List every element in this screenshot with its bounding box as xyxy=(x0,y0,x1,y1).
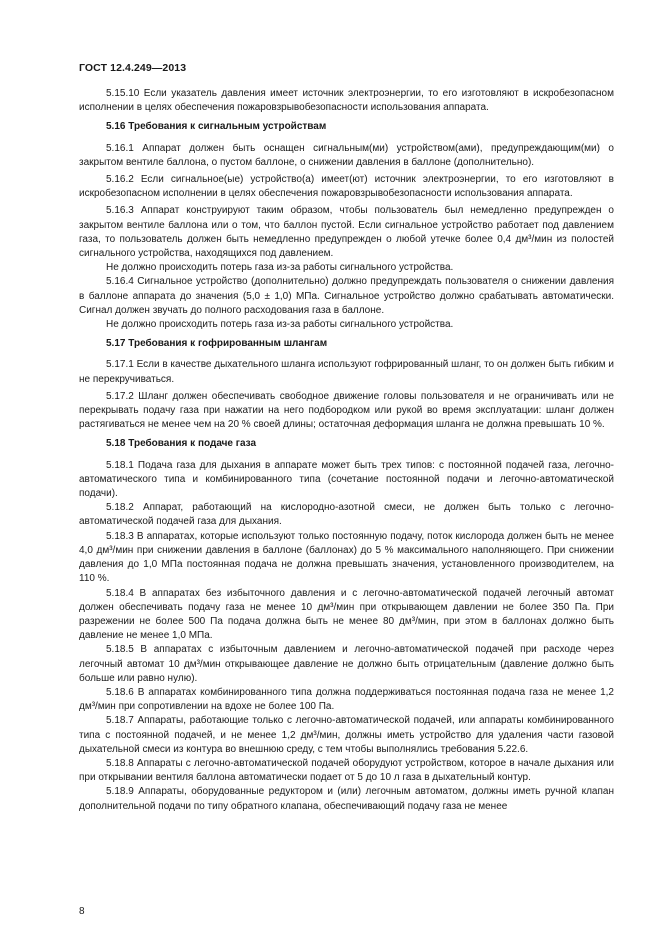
clause-5-18-3: 5.18.3 В аппаратах, которые используют только постоянную подачу, поток кислорода должен быть не менее 4,0 дм³/мин при снижении давления в баллоне (баллонах) до 5 % максимального наполняющего. При снижении давления до 1,0 МПа постоянная подача не должна превышать значения, установленного производителем, на 110 %. xyxy=(79,530,614,585)
clause-5-16-3-note: Не должно происходить потерь газа из-за работы сигнального устройства. xyxy=(106,262,454,274)
clause-5-18-6: 5.18.6 В аппаратах комбинированного типа должна поддерживаться постоянная подача газа не менее 1,2 дм³/мин при сопротивлении на вдохе не более 100 Па. xyxy=(79,686,614,713)
document-header: ГОСТ 12.4.249—2013 xyxy=(79,62,187,74)
clause-5-18-7: 5.18.7 Аппараты, работающие только с легочно-автоматической подачей, или аппараты комбинированного типа с постоянной подачей, и не менее 1,2 дм³/мин, должны иметь устройство для удаления части газовой дыхательной смеси из контура во внешнюю среду, с тем чтобы выполнялись требования 5.22.6. xyxy=(79,715,614,755)
clause-5-18-4: 5.18.4 В аппаратах без избыточного давления и с легочно-автоматической подачей легочный автомат должен обеспечивать подачу газа не менее 10 дм³/мин при открывающем давлении не более 350 Па. При разрежении не более 500 Па подача должна быть не менее 80 дм³/мин, при этом в баллонах должно быть давление не менее 1,0 МПа. xyxy=(79,587,614,642)
document-body xyxy=(79,87,614,814)
clause-5-16-3: 5.16.3 Аппарат конструируют таким образом, чтобы пользователь был немедленно предупрежден о закрытом вентиле баллона или о том, что баллон пустой. Если сигнальное устройство работает под давлением газа, то пользователь должен быть немедленно предупрежден о любой утечке более 0,4 дм³/мин из полостей сигнального устройства, находящихся под давлением. xyxy=(79,205,614,260)
page-number: 8 xyxy=(79,906,85,917)
clause-5-15-10: 5.15.10 Если указатель давления имеет источник электроэнергии, то его изготовляют в искробезопасном исполнении в целях обеспечения пожаровзрывобезопасности использования аппарата. xyxy=(79,88,614,114)
clause-5-16-1: 5.16.1 Аппарат должен быть оснащен сигнальным(ми) устройством(ами), предупреждающим(ми) о закрытом вентиле баллона, о пустом баллоне, о снижении давления в баллоне (дополнительно). xyxy=(79,142,614,168)
section-heading-5-18: 5.18 Требования к подаче газа xyxy=(106,438,257,450)
section-heading-5-17: 5.17 Требования к гофрированным шлангам xyxy=(106,338,328,350)
clause-5-16-4-note: Не должно происходить потерь газа из-за работы сигнального устройства. xyxy=(106,319,454,331)
section-heading-5-16: 5.16 Требования к сигнальным устройствам xyxy=(106,121,327,133)
clause-5-16-4: 5.16.4 Сигнальное устройство (дополнительно) должно предупреждать пользователя о снижении давления в баллоне аппарата до значения (5,0 ± 1,0) МПа. Сигнальное устройство должно срабатывать автоматически. Сигнал должен звучать до полного расходования газа в баллоне. xyxy=(79,276,614,316)
clause-5-18-8: 5.18.8 Аппараты с легочно-автоматической подачей оборудуют устройством, которое в начале дыхания или при открывании вентиля баллона автоматически подает от 5 до 10 л газа в дыхательный контур. xyxy=(79,757,614,784)
clause-5-18-5: 5.18.5 В аппаратах с избыточным давлением и легочно-автоматической подачей при расходе через легочный автомат 10 дм³/мин открывающее давление не должно быть отрицательным (давление должно быть больше или равно нулю). xyxy=(79,644,614,684)
clause-5-18-9: 5.18.9 Аппараты, оборудованные редуктором и (или) легочным автоматом, должны иметь ручной клапан дополнительной подачи по типу обратного клапана, обеспечивающий подачу газа не менее xyxy=(79,786,614,812)
clause-5-18-1: 5.18.1 Подача газа для дыхания в аппарате может быть трех типов: с постоянной подачей газа, легочно-автоматического типа и комбинированного типа (сочетание постоянной подачи и легочно-автоматической подачи). xyxy=(79,459,614,500)
clause-5-17-2: 5.17.2 Шланг должен обеспечивать свободное движение головы пользователя и не ограничивать или не перекрывать подачу газа при нажатии на него подбородком или рукой во время эксплуатации: шланг должен растягиваться не менее чем на 20 % своей длины; остаточная деформация шланга не должна превышать 10 %. xyxy=(79,390,614,431)
clause-5-18-2: 5.18.2 Аппарат, работающий на кислородно-азотной смеси, не должен быть только с легочно-автоматической подачей газа для дыхания. xyxy=(79,502,614,528)
clause-5-16-2: 5.16.2 Если сигнальное(ые) устройство(а) имеет(ют) источник электроэнергии, то его изготовляют в искробезопасном исполнении в целях обеспечения пожаровзрывобезопасности использования аппарата. xyxy=(79,174,614,200)
clause-5-17-1: 5.17.1 Если в качестве дыхательного шланга используют гофрированный шланг, то он должен быть гибким и не перекручиваться. xyxy=(79,359,614,385)
